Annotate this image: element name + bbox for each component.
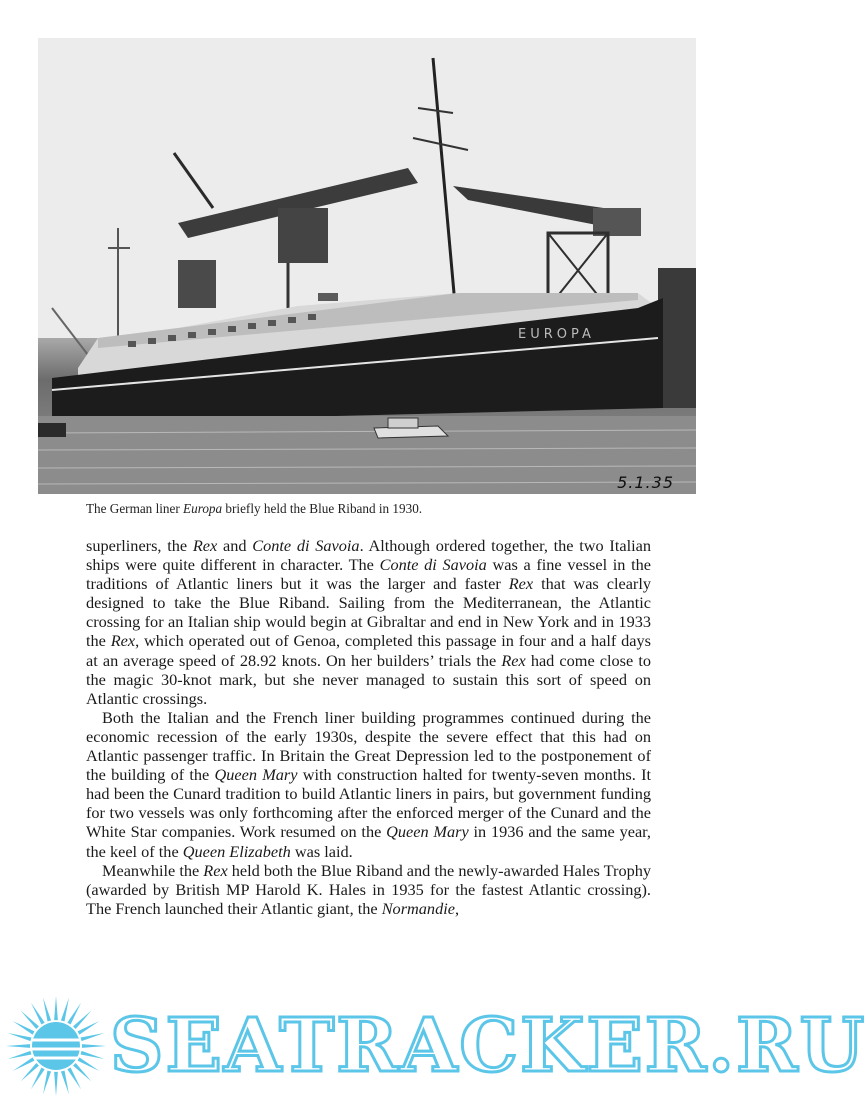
sun-ray <box>6 1044 30 1048</box>
italic-run: Conte di Savoia <box>379 555 487 575</box>
text-run: and <box>217 536 253 555</box>
sun-ray <box>8 1033 32 1041</box>
text-run: was laid. <box>290 841 353 861</box>
watermark-text: SEATRACKER.RU <box>110 1003 866 1089</box>
sun-ray <box>43 998 51 1022</box>
sun-ray <box>13 1057 35 1071</box>
italic-run: Rex <box>110 631 136 651</box>
text-run: in 1936 and the same year, the keel of the <box>86 822 652 861</box>
italic-run: Queen Mary <box>214 765 298 785</box>
sun-ray <box>31 1068 45 1090</box>
europa-liner-illustration <box>38 38 696 494</box>
italic-run: Queen Mary <box>386 822 469 842</box>
text-run: was a fine vessel in the traditions of Atlantic liners but it was the larger and faster <box>86 555 652 594</box>
text-run: . Although ordered together, the two Italian ships were quite different in character. The <box>86 536 651 575</box>
text-run: that was clearly designed to take the Blue Riband. Sailing from the Mediterranean, the Atlantic crossing for an Italian ship would begin at Gibraltar and end in New York and in 1933 the <box>86 574 652 651</box>
text-run: held both the Blue Riband and the newly-awarded Hales Trophy (awarded by British MP Harold K. Hales in 1935 for the fastest Atlantic crossing). The French launched their Atlantic giant, the <box>86 860 652 918</box>
sun-ray <box>61 998 69 1022</box>
sun-ray <box>54 996 58 1020</box>
sun-logo-icon <box>4 994 108 1098</box>
figure-caption <box>86 501 686 517</box>
sun-ray <box>78 1057 100 1071</box>
italic-run: Conte di Savoia <box>252 536 360 555</box>
text-run: , which operated out of Genoa, completed this passage in four and a half days at an average speed of 28.92 knots. On her builders’ trials the <box>86 631 652 670</box>
sun-ray <box>13 1021 35 1035</box>
caption-suffix: briefly held the Blue Riband in 1930. <box>222 501 423 516</box>
text-run: had come close to the magic 30-knot mark, but she never managed to sustain this sort of speed on Atlantic crossings. <box>86 650 651 708</box>
italic-run: Rex <box>501 650 526 670</box>
text-run: with construction halted for twenty-seven months. It had been the Cunard tradition to build Atlantic liners in pairs, but government funding for two vessels was only forthcoming after the enforced merger of the Cunard and the White Star companies. Work resumed on the <box>86 765 652 842</box>
italic-run: Rex <box>508 574 534 594</box>
sun-ray <box>67 1068 81 1090</box>
text-run: Meanwhile the <box>102 860 204 880</box>
text-run: , <box>454 898 460 918</box>
sun-ray <box>54 1072 58 1096</box>
paragraph-2 <box>86 708 651 861</box>
body-text <box>86 536 651 918</box>
italic-run: Rex <box>192 536 218 555</box>
watermark <box>0 992 866 1101</box>
paragraph-1 <box>86 536 651 708</box>
italic-run: Rex <box>203 860 228 880</box>
sun-ray <box>31 1003 45 1025</box>
caption-ship-name: Europa <box>183 501 223 516</box>
sun-ray <box>8 1051 32 1059</box>
plate-number: 5.1.35 <box>617 473 674 492</box>
italic-run: Normandie <box>381 898 455 918</box>
sun-ray <box>43 1071 51 1095</box>
sun-ray <box>61 1071 69 1095</box>
sun-ray <box>81 1051 105 1059</box>
sun-ray <box>78 1021 100 1035</box>
sun-ray <box>82 1044 106 1048</box>
text-run: Both the Italian and the French liner building programmes continued during the economic recession of the early 1930s, despite the severe effect that this had on Atlantic passenger traffic. In Britain the Great Depression led to the postponement of the building of the <box>86 707 651 785</box>
ship-photograph <box>38 38 696 494</box>
sun-ray <box>67 1003 81 1025</box>
caption-prefix: The German liner <box>86 501 184 516</box>
text-run: superliners, the <box>86 536 193 555</box>
paragraph-3 <box>86 861 651 918</box>
italic-run: Queen Elizabeth <box>182 841 291 861</box>
sun-ray <box>81 1033 105 1041</box>
hull-name-text: EUROPA <box>518 327 595 342</box>
